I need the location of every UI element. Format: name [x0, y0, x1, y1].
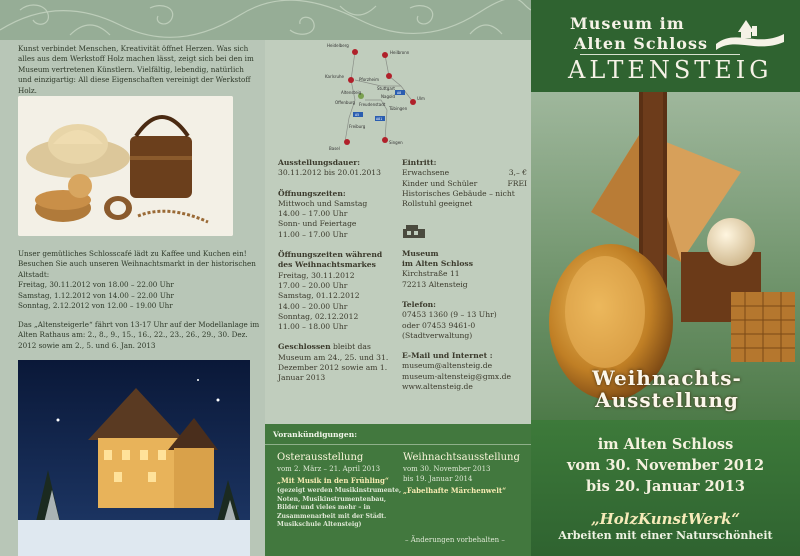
- telefon-line: (Stadtverwaltung): [402, 330, 473, 340]
- geschlossen-label: Geschlossen: [278, 342, 331, 352]
- info-column-right: [402, 158, 527, 402]
- map-dot: [410, 99, 416, 105]
- map-dot: [386, 73, 392, 79]
- markt-line: Sonntag, 02.12.2012: [278, 311, 359, 321]
- map-label: Offenburg: [335, 100, 356, 105]
- christmas-exhibition-2013: [403, 452, 529, 495]
- museum-logo: [540, 10, 792, 88]
- map-dot: [382, 137, 388, 143]
- oeffnung-line: Mittwoch und Samstag: [278, 198, 368, 208]
- cafe-line: Freitag, 30.11.2012 von 18.00 – 22.00 Uhr: [18, 280, 174, 290]
- oeffnung-label: Öffnungszeiten:: [278, 188, 346, 198]
- eintritt-note: Rollstuhl geeignet: [402, 199, 473, 209]
- email-link[interactable]: museum-altensteig@gmx.de: [402, 371, 511, 381]
- map-label: Tübingen: [389, 106, 408, 111]
- easter-date: vom 2. März – 21. April 2013: [277, 465, 381, 473]
- castle-logo-icon: [716, 10, 784, 50]
- telefon-line: 07453 1360 (9 – 13 Uhr): [402, 310, 497, 320]
- region-map: [325, 40, 435, 152]
- map-label: Pforzheim: [359, 77, 380, 82]
- address-line: Kirchstraße 11: [402, 269, 460, 279]
- map-dot: [382, 52, 388, 58]
- map-label: Heidelberg: [327, 43, 349, 48]
- road-label: A81: [376, 117, 383, 121]
- map-label: Stuttgart: [377, 86, 395, 91]
- announcements-band: [265, 424, 531, 556]
- info-column-left: [278, 158, 396, 394]
- oeffnung-line: Sonn- und Feiertage: [278, 219, 357, 229]
- markt-line: 14.00 – 20.00 Uhr: [278, 301, 348, 311]
- telefon-line: oder 07453 9461-0: [402, 320, 476, 330]
- map-dot: [348, 77, 354, 83]
- markt-line: Freitag, 30.11.2012: [278, 270, 355, 280]
- map-label: Singen: [389, 140, 403, 145]
- email-link[interactable]: museum@altensteig.de: [402, 361, 493, 371]
- easter-exhibition: [277, 452, 405, 530]
- markt-label: des Weihnachtsmarkes: [278, 260, 376, 270]
- fee-price: FREI: [507, 178, 527, 188]
- telefon-label: Telefon:: [402, 299, 436, 309]
- wooden-gifts-photo: [18, 96, 233, 236]
- map-label: Ulm: [417, 96, 425, 101]
- cover-title-line: Weihnachts-: [592, 366, 742, 390]
- cover-date-line: im Alten Schloss: [597, 436, 734, 453]
- dauer-label: Ausstellungsdauer:: [278, 158, 361, 167]
- markt-line: Samstag, 01.12.2012: [278, 291, 360, 301]
- christmas-2013-date: bis 19. Januar 2014: [403, 475, 473, 483]
- address-line: 72213 Altensteig: [402, 279, 468, 289]
- markt-line: 11.00 – 18.00 Uhr: [278, 322, 348, 332]
- cover-dates: [531, 434, 800, 497]
- fee-row: [402, 168, 527, 178]
- map-label: Freudenstadt: [359, 102, 386, 107]
- map-label: Freiburg: [349, 124, 366, 129]
- christmas-2013-title: Weihnachtsausstellung: [403, 452, 520, 463]
- cover-title-line: Ausstellung: [595, 388, 739, 412]
- cover-date-line: vom 30. November 2012: [566, 457, 765, 474]
- museum-label: im Alten Schloss: [402, 259, 473, 269]
- cafe-text: [18, 249, 263, 311]
- exhibition-name: „HolzKunstWerk“: [590, 510, 740, 528]
- map-label: Nagold: [381, 94, 396, 99]
- cover-title: [538, 367, 796, 411]
- train-text: Das „Altensteigerle“ fährt von 13-17 Uhr auf der Modellanlage im Alten Rathaus am: 2., 8., 9., 15., 16., 22., 23., 26., 29., 30. Dez. 2012 sowie am 2., 5. und 6. Jan. 2013: [18, 320, 260, 350]
- divider: [265, 444, 531, 445]
- eintritt-label: Eintritt:: [402, 158, 437, 167]
- museum-label: Museum: [402, 248, 439, 258]
- fee-label: Erwachsene: [402, 168, 450, 178]
- cafe-line: Sonntag, 2.12.2012 von 12.00 – 19.00 Uhr: [18, 301, 173, 311]
- website-link[interactable]: www.altensteig.de: [402, 382, 473, 392]
- intro-text: Kunst verbindet Menschen, Kreativität öffnet Herzen. Was sich alles aus dem Werkstoff Holz machen lässt, zeigt sich bei den im Museum vertretenen Künstlern. Vielfältig, lebendig, natürlich und einzigartig: All diese Eigenschaften vereinigt der Werkstoff Holz.: [18, 44, 254, 95]
- ornament-swirls: [0, 0, 531, 40]
- oeffnung-line: 14.00 – 17.00 Uhr: [278, 209, 348, 219]
- logo-line: ALTENSTEIG: [568, 56, 773, 84]
- logo-line: Museum im: [570, 14, 685, 33]
- map-label: Basel: [329, 146, 340, 151]
- oeffnung-line: 11.00 – 17.00 Uhr: [278, 229, 348, 239]
- cafe-line: Samstag, 1.12.2012 von 14.00 – 22.00 Uhr: [18, 290, 174, 300]
- map-label: Heilbronn: [390, 50, 410, 55]
- geschlossen-text: bleibt das Museum am 24., 25. und 31. Dezember 2012 sowie am 1. Januar 2013: [278, 342, 389, 383]
- logo-line: Alten Schloss: [574, 34, 708, 53]
- markt-line: 17.00 – 20.00 Uhr: [278, 280, 348, 290]
- map-dot: [344, 139, 350, 145]
- email-label: E-Mail und Internet :: [402, 351, 493, 361]
- cafe-intro: Unser gemütliches Schlosscafé lädt zu Kaffee und Kuchen ein! Besuchen Sie auch unseren Weihnachtsmarkt in der historischen Altstadt:: [18, 249, 256, 279]
- road-label: A5: [355, 113, 360, 117]
- exhibition-subtitle: Arbeiten mit einer Naturschönheit: [558, 529, 773, 542]
- changes-note: – Änderungen vorbehalten –: [405, 536, 505, 544]
- easter-description: (gezeigt werden Musikinstrumente, Noten, Musikinstrumentenbau, Bilder und vieles mehr – in Zusammenarbeit mit der Städt. Musikschule Altensteig): [277, 487, 402, 528]
- map-label: Karlsruhe: [325, 74, 345, 79]
- road-label: A8: [397, 91, 402, 95]
- museum-building-icon: [402, 223, 426, 239]
- announcements-heading: Vorankündigungen:: [273, 430, 358, 439]
- castle-winter-photo: [18, 360, 250, 556]
- fee-label: Kinder und Schüler: [402, 178, 478, 188]
- markt-label: Öffnungszeiten während: [278, 250, 383, 260]
- easter-title: Osterausstellung: [277, 452, 364, 463]
- dauer-value: 30.11.2012 bis 20.01.2013: [278, 168, 381, 178]
- christmas-2013-date: vom 30. November 2013: [403, 465, 491, 473]
- ornament-band: [0, 0, 531, 40]
- eintritt-note: Historisches Gebäude – nicht: [402, 188, 515, 198]
- map-label: Altensteig: [341, 90, 362, 95]
- fee-row: [402, 179, 527, 189]
- easter-subtitle: „Mit Musik in den Frühling“: [277, 476, 389, 485]
- christmas-2013-subtitle: „Fabelhafte Märchenwelt“: [403, 486, 507, 495]
- cover-date-line: bis 20. Januar 2013: [586, 478, 745, 495]
- map-dot: [352, 49, 358, 55]
- logo-rule: [580, 54, 740, 55]
- fee-price: 3,– €: [508, 168, 527, 178]
